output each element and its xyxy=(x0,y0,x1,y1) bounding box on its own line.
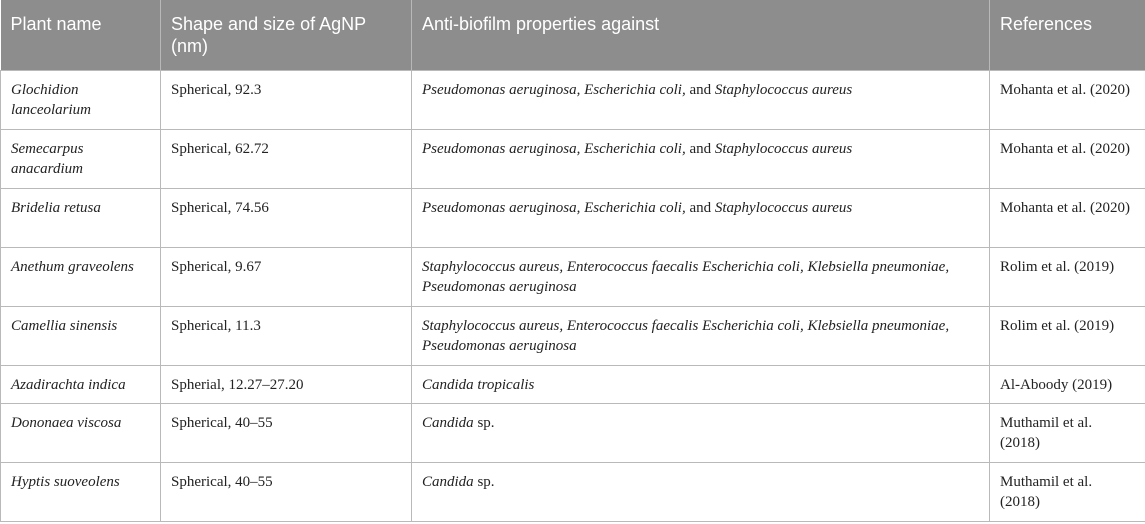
reference-cell: Al-Aboody (2019) xyxy=(990,365,1145,403)
organisms-cell xyxy=(412,403,990,462)
plant-name-cell: Azadirachta indica xyxy=(1,365,161,403)
reference-cell: Rolim et al. (2019) xyxy=(990,306,1145,365)
shape-size-cell: Spherial, 12.27–27.20 xyxy=(161,365,412,403)
organisms-cell xyxy=(412,188,990,247)
reference-cell: Mohanta et al. (2020) xyxy=(990,188,1145,247)
plant-name-cell: Camellia sinensis xyxy=(1,306,161,365)
organisms-text: Staphylococcus aureus xyxy=(714,199,853,216)
shape-size-cell: Spherical, 9.67 xyxy=(161,247,412,306)
organisms-text: Pseudomonas aeruginosa, Escherichia coli, xyxy=(422,199,686,216)
organisms-text: Pseudomonas aeruginosa, Escherichia coli, xyxy=(422,140,686,157)
table-row xyxy=(1,129,1145,188)
plant-name-cell: Anethum graveolens xyxy=(1,247,161,306)
table-row xyxy=(1,306,1145,365)
organisms-cell xyxy=(412,129,990,188)
shape-size-cell: Spherical, 40–55 xyxy=(161,462,412,521)
reference-cell: Rolim et al. (2019) xyxy=(990,247,1145,306)
plant-name-cell: Semecarpus anacardium xyxy=(1,129,161,188)
organisms-text: Candida xyxy=(422,414,474,431)
organisms-text: Pseudomonas aeruginosa, Escherichia coli, xyxy=(422,81,686,98)
header-anti-biofilm: Anti-biofilm properties against xyxy=(412,0,990,70)
organisms-suffix-text: sp. xyxy=(473,414,495,431)
plant-name-cell: Dononaea viscosa xyxy=(1,403,161,462)
shape-size-cell: Spherical, 62.72 xyxy=(161,129,412,188)
organisms-text: Staphylococcus aureus xyxy=(714,140,853,157)
header-shape-size: Shape and size of AgNP (nm) xyxy=(161,0,412,70)
organisms-and-text: and xyxy=(685,199,715,216)
shape-size-cell: Spherical, 92.3 xyxy=(161,70,412,129)
shape-size-cell: Spherical, 74.56 xyxy=(161,188,412,247)
table-row xyxy=(1,365,1145,403)
reference-cell: Muthamil et al. (2018) xyxy=(990,462,1145,521)
organisms-and-text: and xyxy=(685,140,715,157)
reference-cell: Mohanta et al. (2020) xyxy=(990,70,1145,129)
shape-size-cell: Spherical, 40–55 xyxy=(161,403,412,462)
table-row xyxy=(1,247,1145,306)
table-row xyxy=(1,462,1145,521)
table-row xyxy=(1,403,1145,462)
organisms-cell: Staphylococcus aureus, Enterococcus faecalis Escherichia coli, Klebsiella pneumoniae, Pseudomonas aeruginosa xyxy=(412,306,990,365)
organisms-cell xyxy=(412,70,990,129)
plant-name-cell: Glochidion lanceolarium xyxy=(1,70,161,129)
header-references: References xyxy=(990,0,1145,70)
table-row xyxy=(1,70,1145,129)
shape-size-cell: Spherical, 11.3 xyxy=(161,306,412,365)
organisms-cell: Staphylococcus aureus, Enterococcus faecalis Escherichia coli, Klebsiella pneumoniae, Pseudomonas aeruginosa xyxy=(412,247,990,306)
table-header-row xyxy=(1,0,1145,70)
plant-name-cell: Hyptis suoveolens xyxy=(1,462,161,521)
plant-name-cell: Bridelia retusa xyxy=(1,188,161,247)
table-row xyxy=(1,188,1145,247)
organisms-cell xyxy=(412,462,990,521)
reference-cell: Muthamil et al. (2018) xyxy=(990,403,1145,462)
organisms-and-text: and xyxy=(685,81,715,98)
organisms-cell: Candida tropicalis xyxy=(412,365,990,403)
organisms-text: Staphylococcus aureus xyxy=(714,81,853,98)
organisms-suffix-text: sp. xyxy=(473,473,495,490)
organisms-text: Candida xyxy=(422,473,474,490)
reference-cell: Mohanta et al. (2020) xyxy=(990,129,1145,188)
header-plant-name: Plant name xyxy=(10,14,102,34)
